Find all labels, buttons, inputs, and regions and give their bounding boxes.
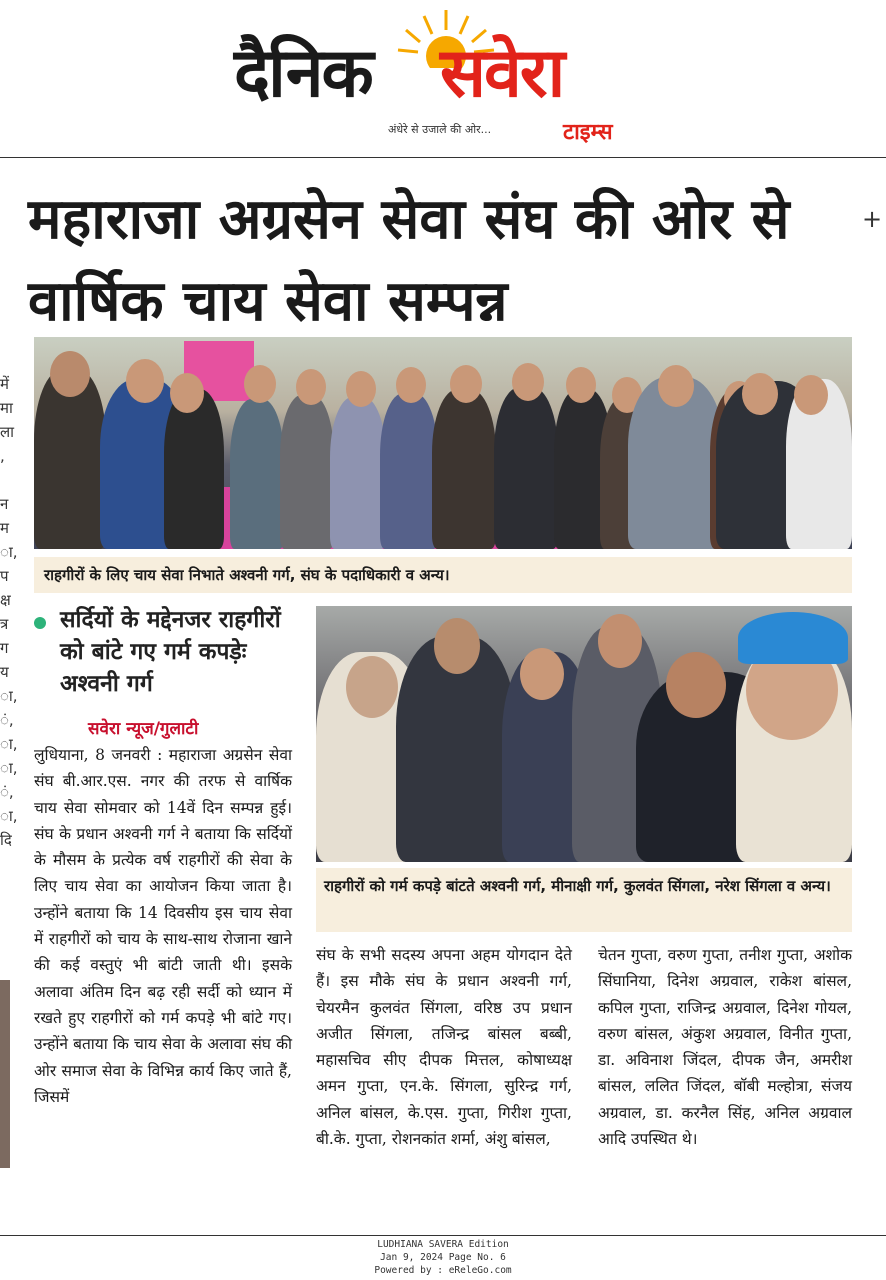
gutter-fragment: ं, <box>0 783 14 801</box>
article-subheadline: सर्दियों के मद्देनजर राहगीरों को बांटे गए गर्म कपड़ेः अश्वनी गर्ग <box>60 607 281 697</box>
photo-tea-service <box>34 337 852 549</box>
footer-divider <box>0 1235 886 1236</box>
photo-clothes-distribution <box>316 606 852 862</box>
gutter-fragment: क्ष <box>0 591 11 609</box>
masthead <box>0 0 886 156</box>
gutter-fragment: मा <box>0 399 13 417</box>
article-byline: सवेरा न्यूज/गुलाटी <box>88 719 199 739</box>
footer-powered-by: Powered by : eReleGo.com <box>374 1265 512 1276</box>
photo-caption-1: राहगीरों के लिए चाय सेवा निभाते अश्वनी गर्ग, संघ के पदाधिकारी व अन्य। <box>34 557 852 593</box>
bullet-icon <box>34 617 46 629</box>
adjacent-article-fragment <box>0 372 18 852</box>
gutter-fragment: ं, <box>0 711 14 729</box>
footer-edition: LUDHIANA SAVERA Edition <box>377 1239 509 1250</box>
gutter-fragment: म <box>0 519 9 537</box>
edition-footer <box>0 1238 886 1277</box>
photo-caption-2: राहगीरों को गर्म कपड़े बांटते अश्वनी गर्ग, मीनाक्षी गर्ग, कुलवंत सिंगला, नरेश सिंगला व अन्य। <box>316 868 852 932</box>
article-body-column-1: लुधियाना, 8 जनवरी : महाराजा अग्रसेन सेवा संघ बी.आर.एस. नगर की तरफ से वार्षिक चाय सेवा सोमवार को 14वें दिन सम्पन्न हुई। संघ के प्रधान अश्वनी गर्ग ने बताया कि सर्दियों के मौसम के प्रत्येक वर्ष राहगीरों की सेवा के लिए चाय सेवा का आयोजन किया जाता है। उन्होंने बताया कि 14 दिवसीय इस चाय सेवा में राहगीरों को चाय के साथ-साथ रोजाना खाने की कई वस्तुएं भी बांटी जाती थी। इसके अलावा अंतिम दिन बढ़ रही सर्दी को ध्यान में रखते हुए राहगीरों को गर्म कपड़े भी बांटे गए। उन्होंने बताया कि चाय सेवा के अलावा संघ की ओर समाज सेवा के विभिन्न कार्य किए जाते हैं, जिसमें <box>34 746 292 1106</box>
adjacent-photo-fragment <box>0 980 10 1168</box>
gutter-fragment: न <box>0 495 9 513</box>
logo-text-savera: सवेरा <box>440 34 564 113</box>
masthead-divider <box>0 157 886 158</box>
gutter-fragment: ा, <box>0 543 18 561</box>
gutter-fragment: प <box>0 567 9 585</box>
footer-date-page: Jan 9, 2024 Page No. 6 <box>380 1252 506 1263</box>
plus-icon: + <box>862 205 883 233</box>
gutter-fragment: ा, <box>0 759 18 777</box>
gutter-fragment <box>0 468 14 492</box>
logo-text-dainik: दैनिक <box>234 34 372 113</box>
gutter-fragment: त्र <box>0 615 9 633</box>
gutter-fragment: दि <box>0 831 12 849</box>
article-body-column-3: चेतन गुप्ता, वरुण गुप्ता, तनीश गुप्ता, अशोक सिंघानिया, दिनेश अग्रवाल, राकेश बांसल, कपिल गुप्ता, राजिन्द्र अग्रवाल, दिनेश गोयल, वरुण बांसल, अंकुश अग्रवाल, विनीत गुप्ता, डा. अविनाश जिंदल, दीपक जैन, अमरीश बांसल, ललित जिंदल, बॉबी मल्होत्रा, संजय अग्रवाल, डा. करनैल सिंह, अनिल अग्रवाल आदि उपस्थित थे। <box>598 946 852 1149</box>
gutter-fragment: ा, <box>0 735 18 753</box>
gutter-fragment: ग <box>0 639 9 657</box>
gutter-fragment: ला <box>0 423 15 441</box>
gutter-fragment: य <box>0 663 9 681</box>
gutter-fragment: ा, <box>0 687 18 705</box>
article-body-column-2: संघ के सभी सदस्य अपना अहम योगदान देते हैं। इस मौके संघ के प्रधान अश्वनी गर्ग, चेयरमैन कुलवंत सिंगला, वरिष्ठ उप प्रधान अजीत सिंगला, तजिन्द्र बांसल बब्बी, महासचिव सीए दीपक मित्तल, कोषाध्यक्ष अमन गुप्ता, एन.के. सिंगला, सुरिन्द्र गर्ग, अनिल बांसल, के.एस. गुप्ता, गिरीश गुप्ता, बी.के. गुप्ता, रोशनकांत शर्मा, अंशु बांसल, <box>316 946 572 1149</box>
gutter-fragment: में <box>0 375 9 393</box>
gutter-fragment: , <box>0 447 5 465</box>
article-headline: महाराजा अग्रसेन सेवा संघ की ओर से वार्षिक चाय सेवा सम्पन्न <box>28 186 790 334</box>
logo-subtitle: टाइम्स <box>563 120 613 145</box>
gutter-fragment: ा, <box>0 807 18 825</box>
logo-tagline: अंधेरे से उजाले की ओर... <box>388 123 492 136</box>
